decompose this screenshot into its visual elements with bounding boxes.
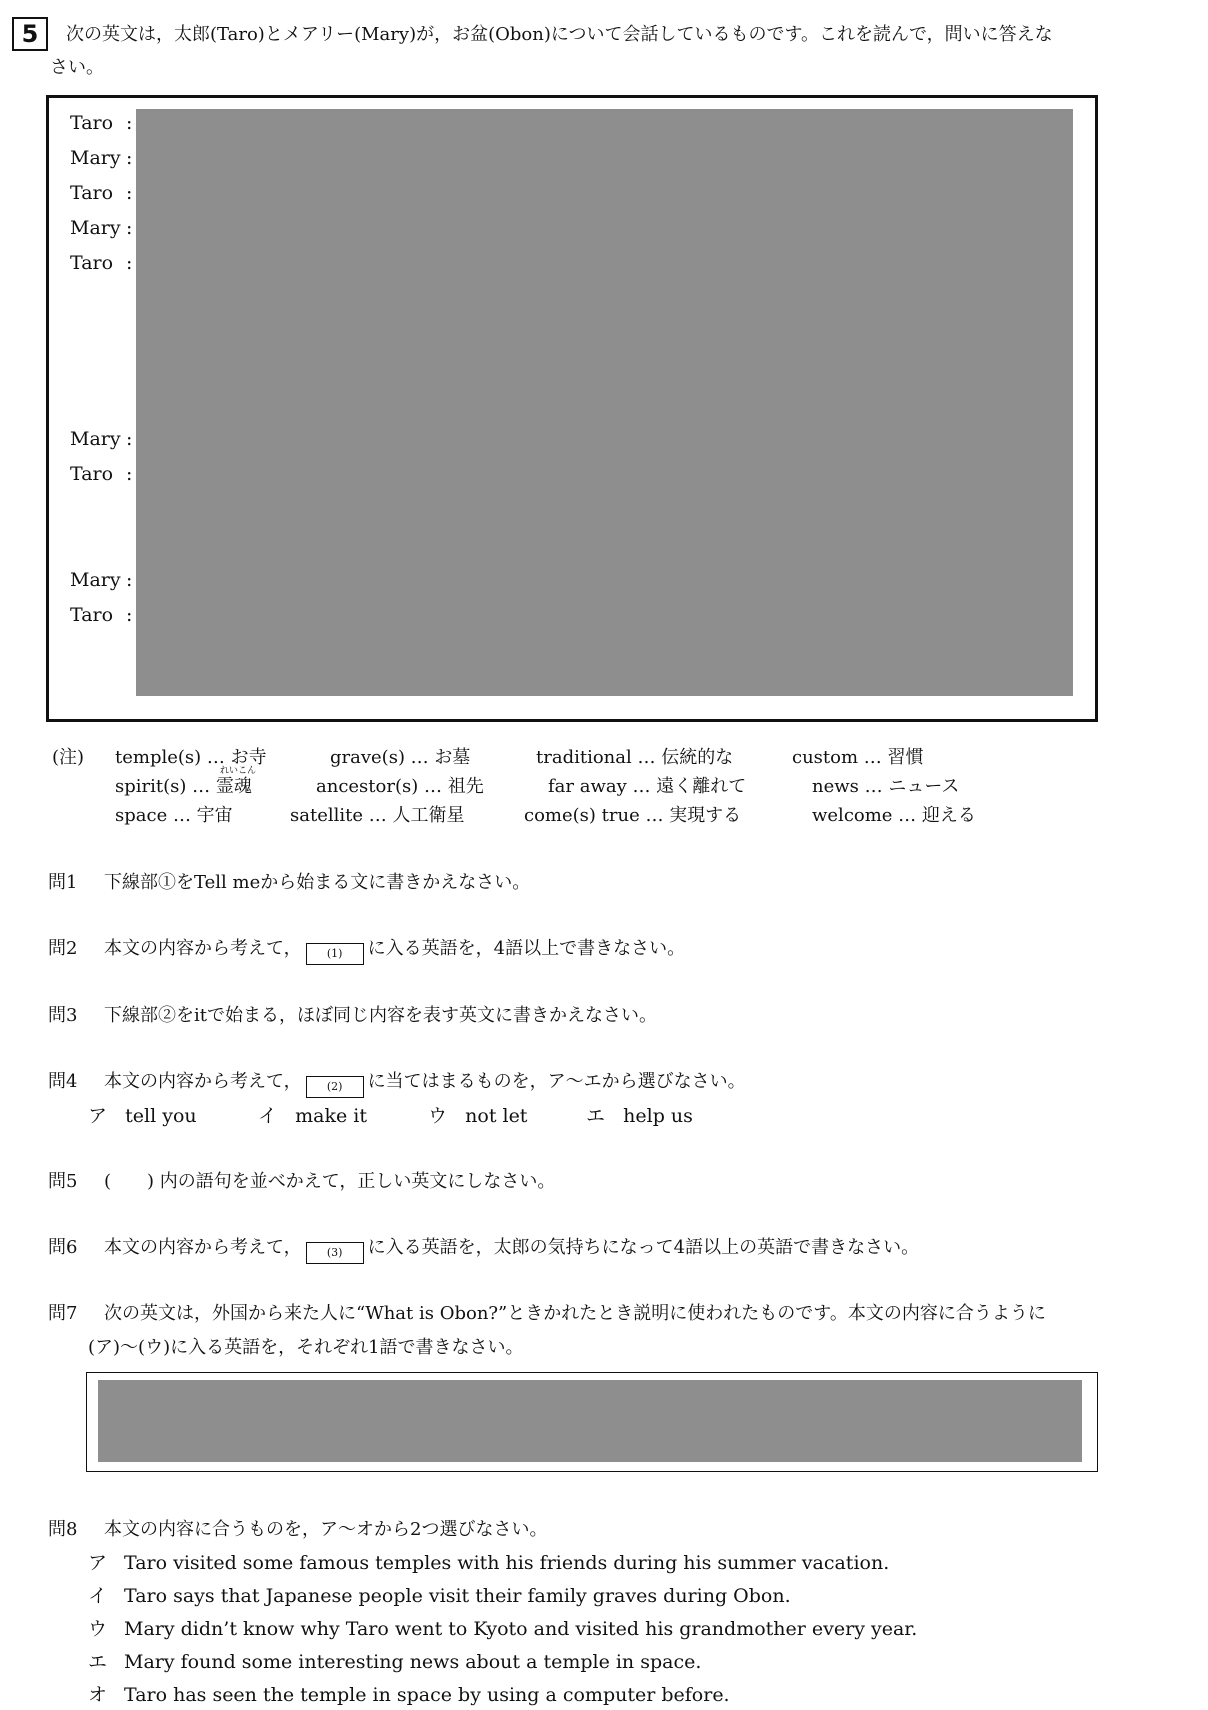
note-item: space … 宇宙 xyxy=(115,805,233,826)
question-label: 問8 xyxy=(48,1519,78,1540)
question-text: 本文の内容から考えて， xyxy=(104,938,302,959)
intro-text-line1: 次の英文は，太郎(Taro)とメアリー(Mary)が，お盆(Obon)について会話しているものです。これを読んで，問いに答えな xyxy=(66,24,1053,45)
blank-box-2: (2) xyxy=(306,1076,364,1098)
question-label: 問1 xyxy=(48,872,78,893)
question-3 xyxy=(48,1001,657,1027)
note-item: satellite … 人工衛星 xyxy=(290,805,465,826)
dialog-redaction xyxy=(136,109,1073,696)
blank-box-1: (1) xyxy=(306,943,364,965)
speaker-label: Mary : xyxy=(70,147,133,169)
intro-text-line2: さい。 xyxy=(50,57,104,78)
note-item: ancestor(s) … 祖先 xyxy=(316,776,484,797)
choice-d: エ help us xyxy=(586,1105,693,1127)
question-4 xyxy=(48,1067,746,1098)
ruby-reading: れいこん xyxy=(220,766,257,776)
option-e: オ Taro has seen the temple in space by using a computer before. xyxy=(88,1684,730,1706)
choice-c: ウ not let xyxy=(428,1105,528,1127)
question-text: 本文の内容から考えて， xyxy=(104,1237,302,1258)
speaker-label: Taro : xyxy=(70,463,133,485)
question-text: ( ) 内の語句を並べかえて，正しい英文にしなさい。 xyxy=(104,1171,556,1192)
speaker-label: Mary : xyxy=(70,569,133,591)
question-6 xyxy=(48,1233,919,1264)
speaker-label: Taro : xyxy=(70,182,133,204)
note-item: come(s) true … 実現する xyxy=(524,805,742,826)
note-item: custom … 習慣 xyxy=(792,747,924,768)
question-number: 5 xyxy=(12,17,48,51)
question-5 xyxy=(48,1167,555,1193)
note-item: far away … 遠く離れて xyxy=(548,776,747,797)
question-7-line2: (ア)〜(ウ)に入る英語を，それぞれ1語で書きなさい。 xyxy=(88,1337,524,1358)
question-label: 問6 xyxy=(48,1237,78,1258)
option-b: イ Taro says that Japanese people visit their family graves during Obon. xyxy=(88,1585,791,1607)
note-item: spirit(s) … 霊魂 xyxy=(115,776,252,797)
question-label: 問5 xyxy=(48,1171,78,1192)
question-label: 問2 xyxy=(48,938,78,959)
note-item: traditional … 伝統的な xyxy=(536,747,734,768)
notes-label: (注) xyxy=(52,747,85,768)
question-label: 問3 xyxy=(48,1005,78,1026)
speaker-label: Mary : xyxy=(70,428,133,450)
speaker-label: Taro : xyxy=(70,604,133,626)
speaker-label: Taro : xyxy=(70,112,133,134)
option-a: ア Taro visited some famous temples with his friends during his summer vacation. xyxy=(88,1552,890,1574)
question-text: に当てはまるものを，ア〜エから選びなさい。 xyxy=(367,1071,746,1092)
blank-box-3: (3) xyxy=(306,1242,364,1264)
note-item: news … ニュース xyxy=(812,776,960,797)
choice-a: ア tell you xyxy=(88,1105,197,1127)
question-text: 次の英文は，外国から来た人に“What is Obon?”ときかれたとき説明に使われたものです。本文の内容に合うように xyxy=(104,1303,1046,1324)
option-c: ウ Mary didn’t know why Taro went to Kyoto and visited his grandmother every year. xyxy=(88,1618,918,1640)
choice-b: イ make it xyxy=(258,1105,367,1127)
question-text: に入る英語を，太郎の気持ちになって4語以上の英語で書きなさい。 xyxy=(367,1237,920,1258)
question-text: 下線部②をitで始まる，ほぼ同じ内容を表す英文に書きかえなさい。 xyxy=(104,1005,657,1026)
question-2 xyxy=(48,934,685,965)
question-label: 問7 xyxy=(48,1303,78,1324)
question-text: に入る英語を，4語以上で書きなさい。 xyxy=(367,938,686,959)
note-item: grave(s) … お墓 xyxy=(330,747,471,768)
question-8 xyxy=(48,1515,547,1541)
question-label: 問4 xyxy=(48,1071,78,1092)
note-item: temple(s) … お寺 xyxy=(115,747,267,768)
speaker-label: Taro : xyxy=(70,252,133,274)
question-1 xyxy=(48,868,530,894)
q7-redaction xyxy=(98,1380,1082,1462)
option-d: エ Mary found some interesting news about a temple in space. xyxy=(88,1651,702,1673)
question-text: 本文の内容から考えて， xyxy=(104,1071,302,1092)
speaker-label: Mary : xyxy=(70,217,133,239)
question-text: 下線部①をTell meから始まる文に書きかえなさい。 xyxy=(104,872,531,893)
note-item: welcome … 迎える xyxy=(812,805,976,826)
question-7 xyxy=(48,1299,1046,1325)
question-text: 本文の内容に合うものを，ア〜オから2つ選びなさい。 xyxy=(104,1519,548,1540)
